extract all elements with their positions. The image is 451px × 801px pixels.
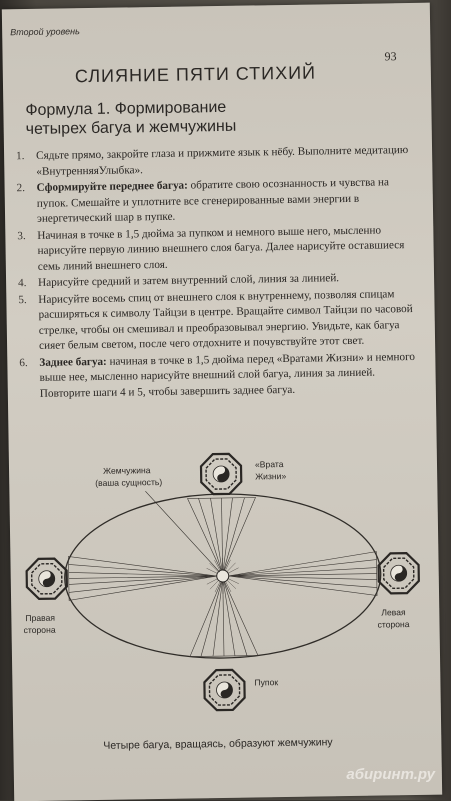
step-item <box>16 143 414 180</box>
bagua-symbol-left-icon <box>26 558 67 599</box>
steps-list <box>16 143 418 403</box>
step-item <box>17 175 416 228</box>
label-pearl-1: Жемчужина <box>103 465 151 476</box>
label-pearl-2: (ваша сущность) <box>95 477 162 488</box>
label-right-side-2: сторона <box>23 625 55 636</box>
figure-caption: Четыре багуа, вращаясь, образуют жемчужину <box>103 735 403 752</box>
section-title-line-2: четырех багуа и жемчужины <box>26 115 326 139</box>
step-text: обратите свою осознанность и чувства на пупок. Смешайте и уплотните все сгенерированные вами энергии в энергетический шар в пупке. <box>37 176 389 225</box>
section-title <box>25 96 326 139</box>
label-gate-1: «Врата <box>255 459 284 469</box>
watermark-logo: абиринт.ру <box>346 766 435 783</box>
label-left-side-2: сторона <box>377 619 409 630</box>
step-number: 3. <box>17 228 38 275</box>
bagua-symbol-bottom-icon <box>204 670 245 711</box>
label-navel: Пупок <box>254 677 278 687</box>
page-number: 93 <box>384 49 396 64</box>
step-text: Сядьте прямо, закройте глаза и прижмите язык к нёбу. Выполните медитацию «ВнутренняяУлыбка». <box>36 144 408 177</box>
step-item <box>18 286 417 354</box>
step-text: Нарисуйте средний и затем внутренний слой, линия за линией. <box>38 272 339 289</box>
step-number: 2. <box>17 181 38 228</box>
step-number: 5. <box>18 292 39 354</box>
step-number: 1. <box>16 149 36 180</box>
step-text: начиная в точке в 1,5 дюйма перед «Вратами Жизни» и немного выше нее, мысленно нарисуйте внешний слой багуа, линия за линией. Повторите шаги 4 и 5, чтобы завершить заднее багуа. <box>40 350 416 399</box>
chapter-title: СЛИЯНИЕ ПЯТИ СТИХИЙ <box>75 62 375 88</box>
book-page <box>2 3 442 801</box>
bagua-symbol-right-icon <box>378 553 419 594</box>
step-text: Начиная в точке в 1,5 дюйма за пупком и немного выше него, мысленно нарисуйте первую линию внешнего слоя багуа. Далее нарисуйте оставшиеся семь линий внешнего слоя. <box>37 224 404 272</box>
label-right-side-1: Правая <box>25 613 55 623</box>
step-number: 4. <box>18 276 38 292</box>
running-head: Второй уровень <box>10 26 80 37</box>
step-item <box>17 222 416 275</box>
step-number: 6. <box>19 355 40 402</box>
step-item <box>19 349 418 402</box>
label-left-side-1: Левая <box>381 607 406 617</box>
label-gate-2: Жизни» <box>255 471 286 481</box>
bagua-symbol-top-icon <box>201 454 242 495</box>
step-lead: Сформируйте переднее багуа: <box>37 180 188 194</box>
step-lead: Заднее багуа: <box>39 355 107 368</box>
step-text: Нарисуйте восемь спиц от внешнего слоя к внутреннему, позволяя спицам расширяться к символу Тайцзи в центре. Вращайте символ Тайцзи по часовой стрелке, чтобы он смешивал и преобразовывал энергию. Увидьте, как багуа сияет белым светом, после чего отдохните и почувствуйте этот свет. <box>38 288 413 352</box>
section-title-line-1: Формула 1. Формирование <box>25 96 325 120</box>
bagua-pearl-diagram <box>15 443 434 745</box>
